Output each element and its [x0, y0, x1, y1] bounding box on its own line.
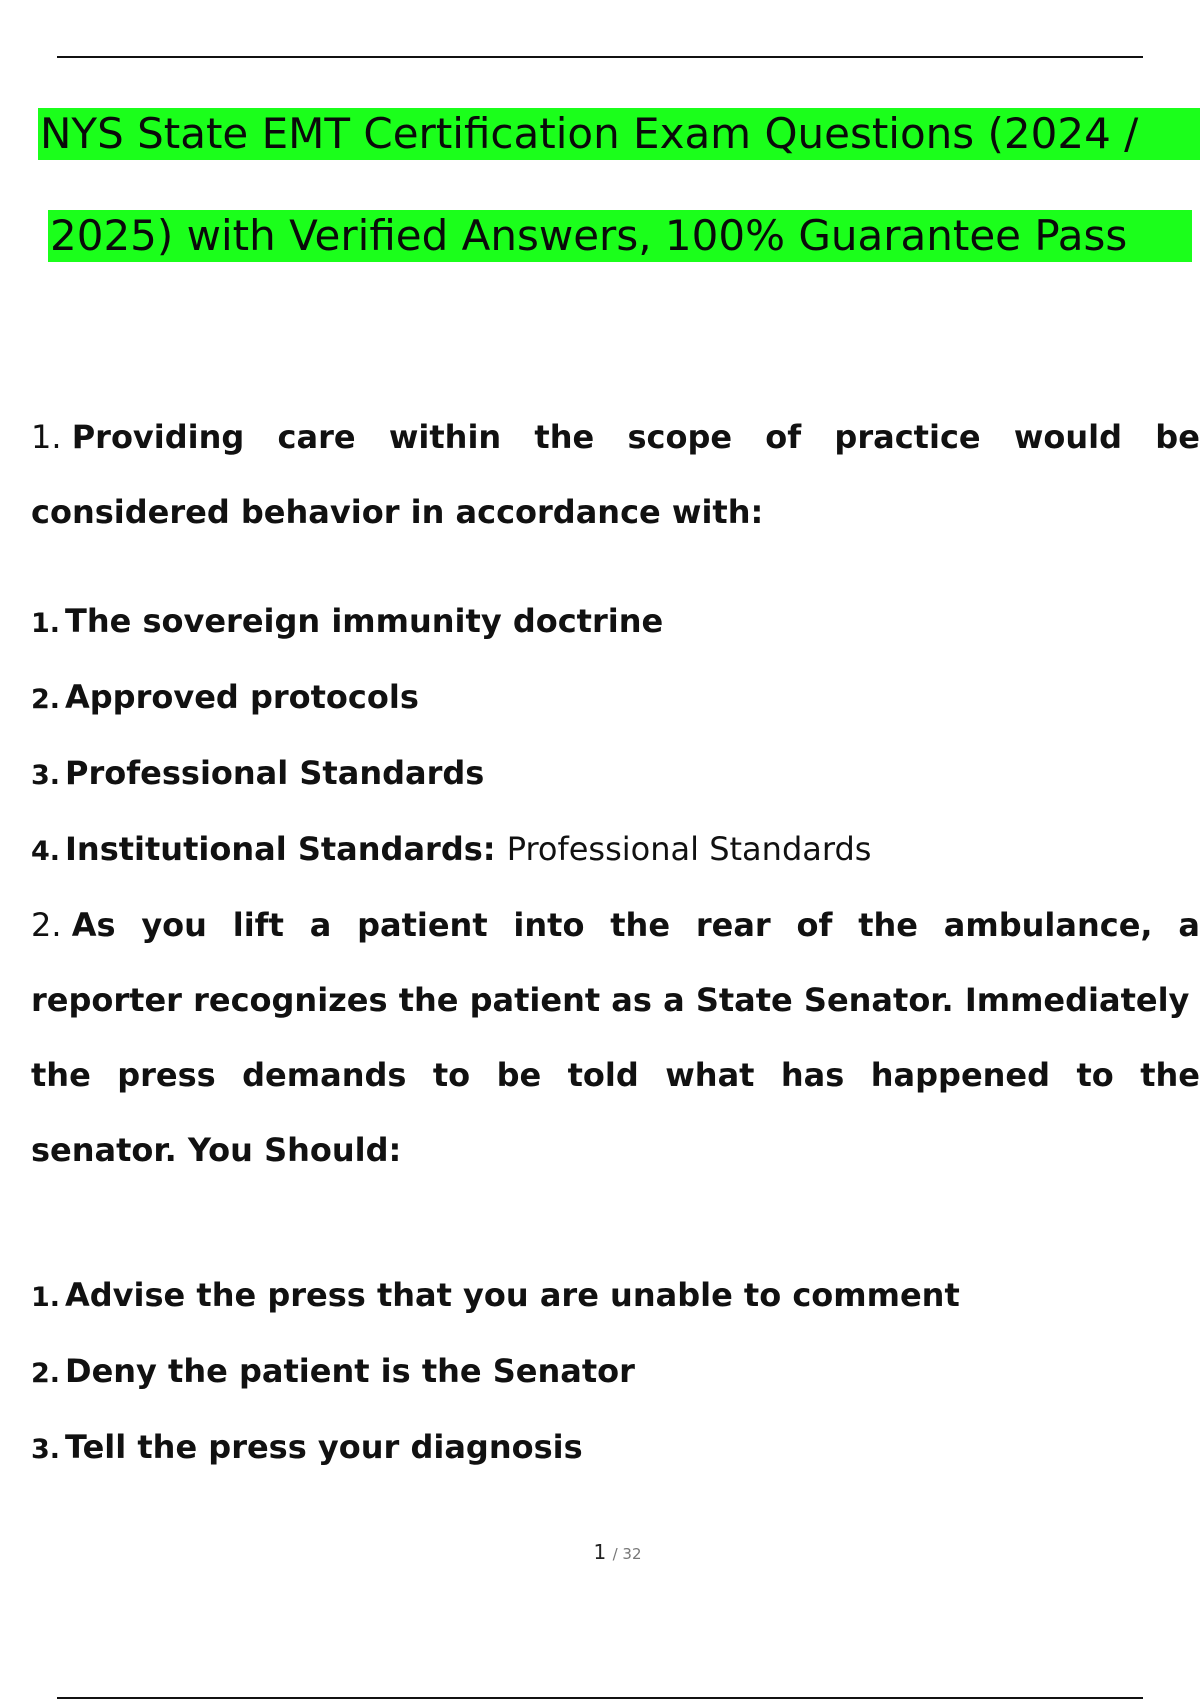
- question-word-text: As: [71, 906, 116, 944]
- option-item: [31, 1333, 1191, 1409]
- question-1: [31, 400, 1200, 550]
- question-word: you: [141, 906, 207, 944]
- option-number: 2.: [31, 684, 61, 715]
- question-word: the: [1140, 1056, 1200, 1094]
- option-text: Professional Standards: [65, 754, 485, 792]
- option-text: The sovereign immunity doctrine: [65, 602, 664, 640]
- page-number: [0, 1540, 1200, 1564]
- question-word: told: [567, 1056, 639, 1094]
- option-item: [31, 1257, 1191, 1333]
- question-word: press: [117, 1056, 216, 1094]
- option-item: [31, 735, 1191, 811]
- question-word: a: [309, 906, 332, 944]
- question-word: ambulance,: [943, 906, 1153, 944]
- question-word: happened: [870, 1056, 1051, 1094]
- question-word: [31, 400, 244, 475]
- question-word: to: [432, 1056, 471, 1094]
- page-current: 1: [593, 1540, 607, 1564]
- page-total: / 32: [612, 1545, 642, 1563]
- option-text: Advise the press that you are unable to comment: [65, 1276, 960, 1314]
- question-2-line-2: reporter recognizes the patient as a State Senator. Immediately: [31, 981, 1190, 1019]
- question-word: be: [496, 1056, 542, 1094]
- question-word: patient: [357, 906, 488, 944]
- question-word: would: [1013, 418, 1123, 456]
- question-word: what: [665, 1056, 755, 1094]
- question-1-line-2: considered behavior in accordance with:: [31, 493, 764, 531]
- top-rule: [57, 56, 1143, 58]
- document-title-line-1: NYS State EMT Certification Exam Questions (2024 /: [38, 108, 1200, 160]
- question-2: [31, 888, 1200, 1188]
- verified-answer: Professional Standards: [506, 830, 872, 868]
- question-1-line-1: [31, 400, 1200, 475]
- option-text: Deny the patient is the Senator: [65, 1352, 635, 1390]
- question-word: care: [277, 418, 356, 456]
- bottom-rule: [57, 1697, 1143, 1699]
- question-word: within: [388, 418, 502, 456]
- question-word-text: Providing: [71, 418, 245, 456]
- question-word: of: [765, 418, 802, 456]
- question-word: lift: [232, 906, 284, 944]
- document-title-line-2: 2025) with Verified Answers, 100% Guarantee Pass: [48, 210, 1192, 262]
- option-number: 3.: [31, 760, 61, 791]
- option-item: [31, 811, 1191, 887]
- question-number: 1.: [31, 418, 72, 456]
- question-word: has: [780, 1056, 845, 1094]
- option-number: 1.: [31, 1282, 61, 1313]
- question-word: the: [858, 906, 918, 944]
- question-word: the: [31, 1056, 91, 1094]
- option-text: Approved protocols: [65, 678, 419, 716]
- option-item: [31, 1409, 1191, 1485]
- question-word: be: [1155, 418, 1200, 456]
- option-number: 4.: [31, 836, 61, 867]
- option-item: [31, 659, 1191, 735]
- question-2-line-1: [31, 888, 1200, 963]
- question-word: practice: [834, 418, 981, 456]
- option-text: Institutional Standards:: [65, 830, 496, 868]
- question-word: a: [1178, 906, 1200, 944]
- question-word: demands: [242, 1056, 407, 1094]
- option-number: 2.: [31, 1358, 61, 1389]
- question-2-options: [31, 1257, 1191, 1485]
- option-text: Tell the press your diagnosis: [65, 1428, 583, 1466]
- question-1-options: [31, 583, 1191, 887]
- option-number: 1.: [31, 608, 61, 639]
- question-2-line-3: [31, 1038, 1200, 1113]
- question-number: 2.: [31, 906, 72, 944]
- question-word: to: [1076, 1056, 1114, 1094]
- question-word: [31, 888, 116, 963]
- question-word: of: [796, 906, 833, 944]
- question-word: rear: [695, 906, 771, 944]
- option-number: 3.: [31, 1434, 61, 1465]
- question-2-line-4: senator. You Should:: [31, 1131, 402, 1169]
- question-word: the: [534, 418, 595, 456]
- question-word: into: [513, 906, 585, 944]
- question-word: scope: [627, 418, 733, 456]
- option-item: [31, 583, 1191, 659]
- question-word: the: [610, 906, 671, 944]
